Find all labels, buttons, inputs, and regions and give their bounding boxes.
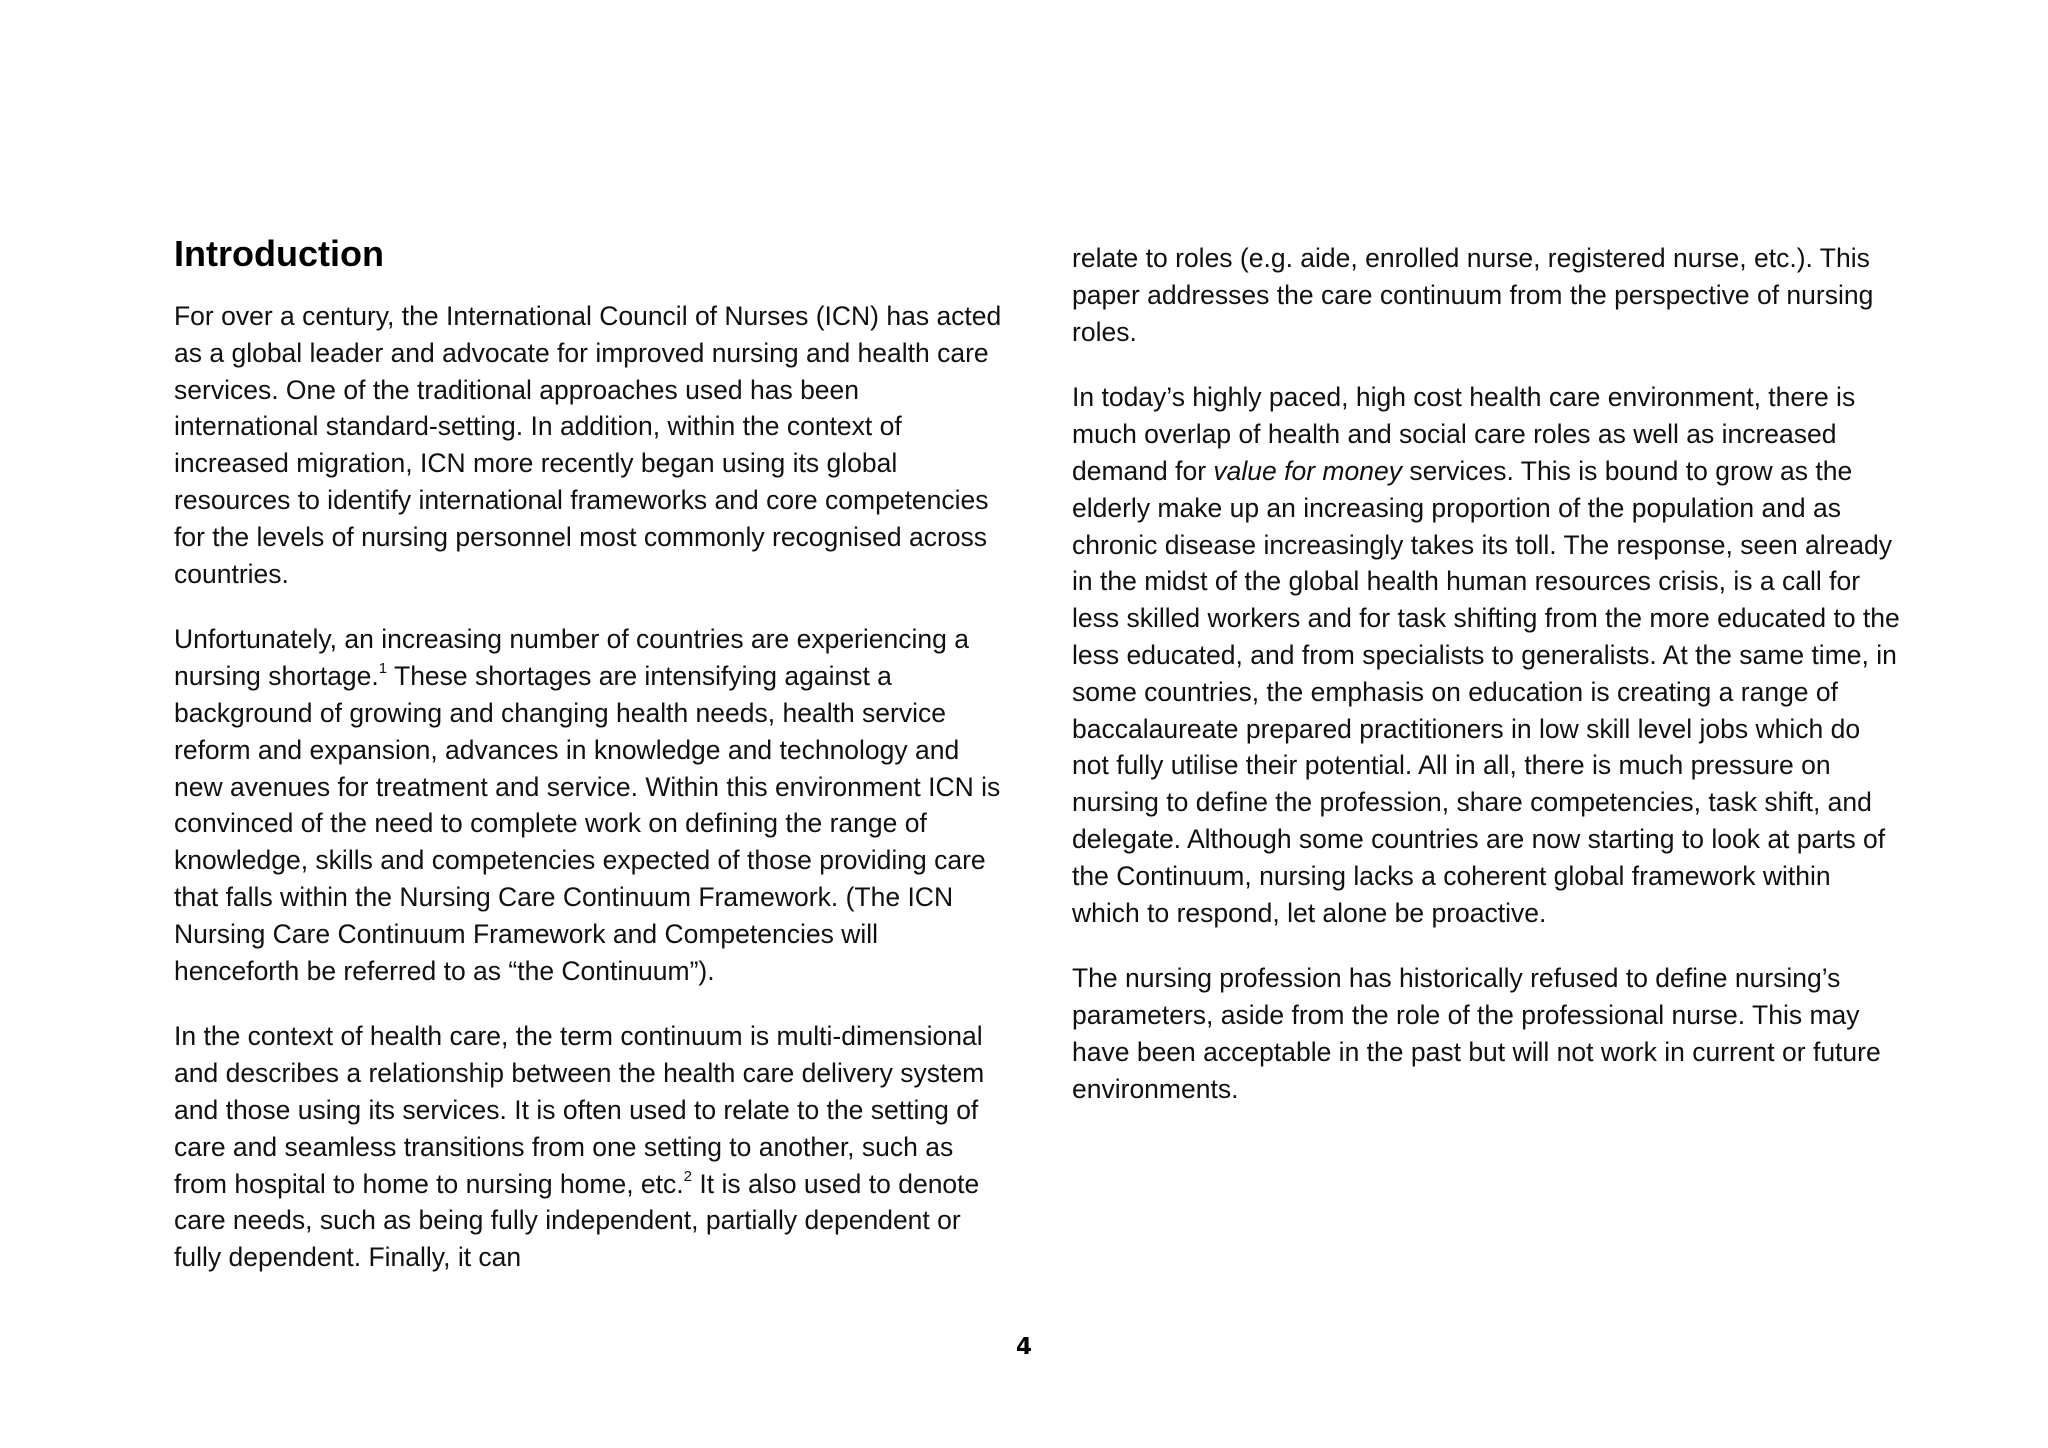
paragraph-text: In today’s highly paced, high cost health care environment, there is much overlap of health and social care roles as well as increased demand for: [1072, 382, 1856, 486]
paragraph-text: It is also used to denote care needs, such as being fully independent, partially dependent or fully dependent. Finally, it can: [174, 1168, 980, 1273]
paragraph-text: Unfortunately, an increasing number of countries are experiencing a nursing shortage.: [174, 624, 969, 692]
body-paragraph-3: The nursing profession has historically refused to define nursing’s parameters, aside from the role of the professional nurse. This may have been acceptable in the past but will not work in current or future environments.: [1072, 963, 1881, 1104]
intro-paragraph-3: [174, 1018, 1004, 1276]
footnote-ref-1: 1: [378, 660, 388, 678]
page-number: 4: [1015, 1334, 1032, 1360]
section-heading: Introduction: [174, 233, 384, 274]
emphasis-text: value for money: [1213, 455, 1402, 486]
paragraph-text: In the context of health care, the term continuum is multi-dimensional and describes a relationship between the health care delivery system and those using its services. It is often used to relate to the setting of care and seamless transitions from one setting to another, such as from hospital to home to nursing home, etc.: [174, 1021, 985, 1199]
intro-paragraph-2: [174, 621, 1004, 989]
footnote-ref-2: 2: [683, 1167, 692, 1185]
paragraph-text: services. This is bound to grow as the elderly make up an increasing proportion of the population and as chronic disease increasingly takes its toll. The response, seen already in the midst of the global health human resources crisis, is a call for less skilled workers and for task shifting from the more educated to the less educated, and from specialists to generalists. At the same time, in some countries, the emphasis on education is creating a range of baccalaureate prepared practitioners in low skill level jobs which do not fully utilise their potential. All in all, there is much pressure on nursing to define the profession, share competencies, task shift, and delegate. Although some countries are now starting to look at parts of the Continuum, nursing lacks a coherent global framework within which to respond, let alone be proactive.: [1072, 455, 1900, 928]
intro-paragraph-1: For over a century, the International Council of Nurses (ICN) has acted as a global leader and advocate for improved nursing and health care services. One of the traditional approaches used has been international standard-setting. In addition, within the context of increased migration, ICN more recently began using its global resources to identify international frameworks and core competencies for the levels of nursing personnel most commonly recognised across countries.: [174, 301, 1002, 589]
body-paragraph-1: relate to roles (e.g. aide, enrolled nurse, registered nurse, etc.). This paper addresses the care continuum from the perspective of nursing roles.: [1072, 243, 1874, 347]
body-paragraph-2: [1072, 379, 1902, 931]
left-column: [174, 232, 1004, 1305]
right-column: [1072, 232, 1902, 1137]
paragraph-text: These shortages are intensifying against a background of growing and changing health needs, health service reform and expansion, advances in knowledge and technology and new avenues for treatment and service. Within this environment ICN is convinced of the need to complete work on defining the range of knowledge, skills and competencies expected of those providing care that falls within the Nursing Care Continuum Framework. (The ICN Nursing Care Continuum Framework and Competencies will henceforth be referred to as “the Continuum”).: [174, 661, 1001, 986]
